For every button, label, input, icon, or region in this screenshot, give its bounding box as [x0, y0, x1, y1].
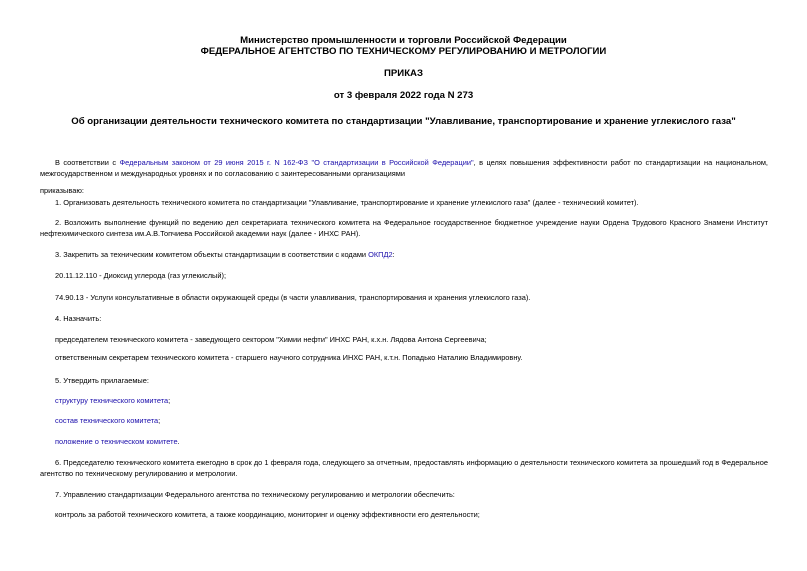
- okpd2-link[interactable]: ОКПД2: [368, 250, 393, 259]
- item-4: 4. Назначить:: [55, 314, 102, 323]
- item-3: [55, 249, 768, 260]
- item-3-suffix: :: [392, 250, 395, 259]
- code-1: 20.11.12.110 - Диоксид углерода (газ углекислый);: [55, 271, 226, 280]
- item-1: 1. Организовать деятельность технического комитета по стандартизации "Улавливание, транспортирование и хранение углекислого газа" (далее - технический комитет).: [55, 198, 639, 207]
- regulation-suffix: .: [177, 437, 180, 446]
- agency-name: ФЕДЕРАЛЬНОЕ АГЕНТСТВО ПО ТЕХНИЧЕСКОМУ РЕГУЛИРОВАНИЮ И МЕТРОЛОГИИ: [200, 46, 607, 57]
- regulation-link[interactable]: положение о техническом комитете: [55, 437, 178, 446]
- composition-suffix: ;: [158, 416, 161, 425]
- item-3-text: 3. Закрепить за техническим комитетом объекты стандартизации в соответствии с кодами: [55, 250, 367, 259]
- regulation-item: [55, 436, 768, 447]
- item-2-line1: 2. Возложить выполнение функций по ведению дел секретариата технического комитета на Федеральное государственное бюджетное учреждение науки Ордена Трудового Красного Знамени Институт: [55, 218, 768, 227]
- ministry-name: Министерство промышленности и торговли Российской Федерации: [240, 35, 567, 46]
- item-7: 7. Управлению стандартизации Федерального агентства по техническому регулированию и метрологии обеспечить:: [55, 490, 455, 499]
- composition-link[interactable]: состав технического комитета: [55, 416, 159, 425]
- code-2: 74.90.13 - Услуги консультативные в области окружающей среды (в части улавливания, транспортирования и хранения углекислого газа).: [55, 293, 531, 302]
- intro-rest: , в целях повышения эффективности работ по стандартизации на национальном,: [473, 158, 768, 167]
- intro-paragraph-line2: межгосударственном и международных уровнях и по согласованию с заинтересованными организациями: [40, 169, 406, 178]
- item-6-line2: агентство по техническому регулированию и метрологии.: [40, 469, 238, 478]
- federal-law-link[interactable]: Федеральным законом от 29 июня 2015 г. N 162-ФЗ "О стандартизации в Российской Федерации": [119, 158, 474, 167]
- intro-prefix: В соответствии с: [55, 158, 117, 167]
- item-5: 5. Утвердить прилагаемые:: [55, 376, 149, 385]
- item-7-control: контроль за работой технического комитета, а также координацию, мониторинг и оценку эффективности его деятельности;: [55, 510, 480, 519]
- document-title: Об организации деятельности технического комитета по стандартизации "Улавливание, транспортирование и хранение углекислого газа": [71, 116, 736, 127]
- item-2-line2: нефтехимического синтеза им.А.В.Топчиева Российской академии наук (далее - ИНХС РАН).: [40, 229, 361, 238]
- intro-paragraph-line1: [55, 157, 768, 168]
- composition-item: [55, 415, 768, 426]
- structure-link[interactable]: структуру технического комитета: [55, 396, 169, 405]
- structure-item: [55, 395, 768, 406]
- document-date-number: от 3 февраля 2022 года N 273: [333, 90, 474, 101]
- document-type: ПРИКАЗ: [384, 68, 423, 79]
- chairman-appointment: председателем технического комитета - заведующего сектором "Химии нефти" ИНХС РАН, к.х.н. Лядова Антона Сергеевича;: [55, 335, 487, 344]
- order-word: приказываю:: [40, 186, 84, 195]
- structure-suffix: ;: [168, 396, 171, 405]
- item-6-line1: 6. Председателю технического комитета ежегодно в срок до 1 февраля года, следующего за отчетным, предоставлять информацию о деятельности технического комитета за прошедший год в Федеральное: [55, 458, 768, 467]
- secretary-appointment: ответственным секретарем технического комитета - старшего научного сотрудника ИНХС РАН, к.т.н. Попадько Наталию Владимировну.: [55, 353, 523, 362]
